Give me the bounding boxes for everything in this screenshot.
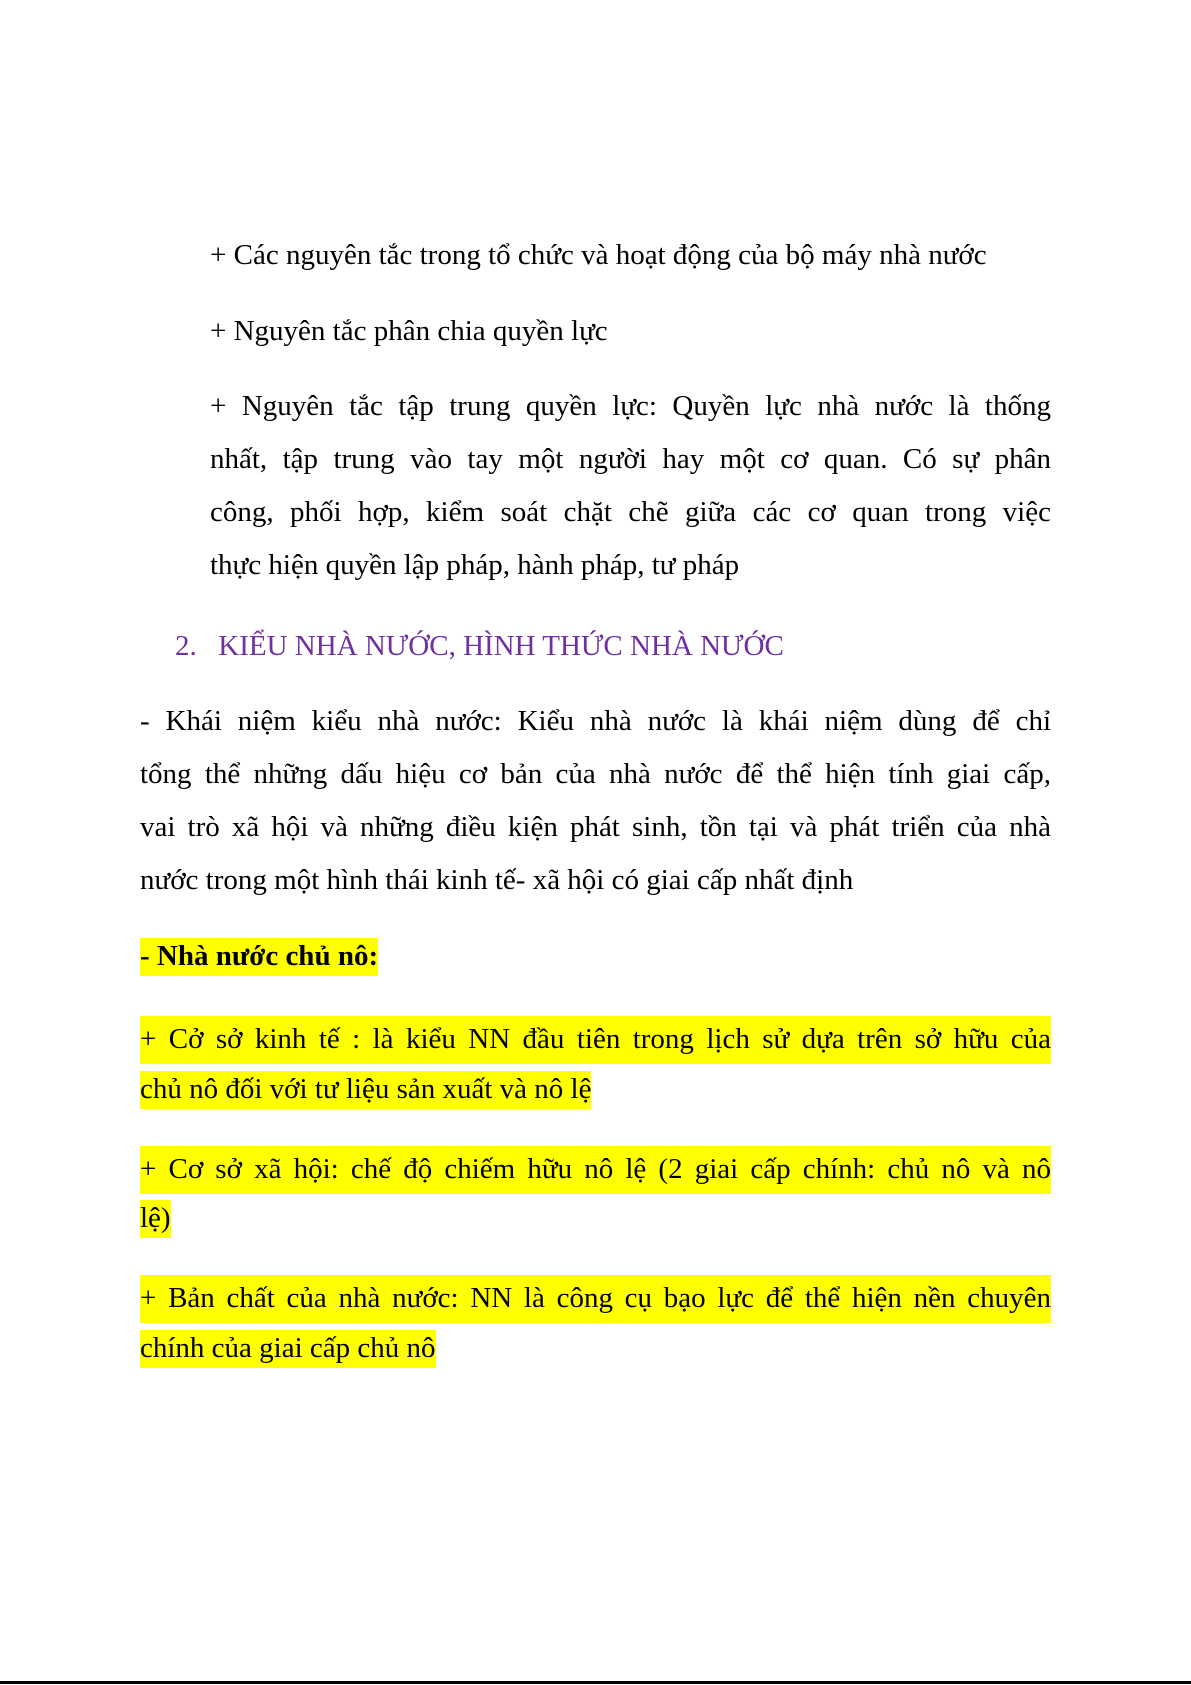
text-line: vai trò xã hội và những điều kiện phát sinh, tồn tại và phát triển của nhà [140,811,1051,843]
subsection-title [140,936,378,976]
highlighted-text: chủ nô đối với tư liệu sản xuất và nô lệ [140,1071,591,1109]
page-bottom-rule [0,1681,1191,1684]
text-line: công, phối hợp, kiểm soát chặt chẽ giữa các cơ quan trong việc [210,496,1051,528]
text-line: + Nguyên tắc phân chia quyền lực [210,315,608,347]
section-heading [175,626,784,666]
text-line: + Nguyên tắc tập trung quyền lực: Quyền lực nhà nước là thống [210,390,1051,422]
highlighted-line-wrap [140,1069,591,1109]
highlighted-line-wrap [140,1198,171,1238]
highlighted-text: - Nhà nước chủ nô: [140,938,378,976]
text-line: nhất, tập trung vào tay một người hay một cơ quan. Có sự phân [210,443,1051,475]
highlighted-line: + Bản chất của nhà nước: NN là công cụ bạo lực để thể hiện nền chuyên [140,1275,1051,1323]
highlighted-line-wrap [140,1328,436,1368]
text-line: - Khái niệm kiểu nhà nước: Kiểu nhà nước là khái niệm dùng để chỉ [140,705,1051,737]
text-line: thực hiện quyền lập pháp, hành pháp, tư pháp [210,549,740,581]
highlighted-line: + Cơ sở xã hội: chế độ chiếm hữu nô lệ (2 giai cấp chính: chủ nô và nô [140,1146,1051,1194]
highlighted-text: chính của giai cấp chủ nô [140,1330,436,1368]
highlighted-text: lệ) [140,1200,171,1238]
heading-number: 2. [175,630,197,662]
text-line: nước trong một hình thái kinh tế- xã hội có giai cấp nhất định [140,864,854,896]
heading-text: KIỂU NHÀ NƯỚC, HÌNH THỨC NHÀ NƯỚC [218,630,784,662]
text-line: tổng thể những dấu hiệu cơ bản của nhà nước để thể hiện tính giai cấp, [140,758,1051,790]
highlighted-line: + Cở sở kinh tế : là kiểu NN đầu tiên trong lịch sử dựa trên sở hữu của [140,1016,1051,1064]
text-line: + Các nguyên tắc trong tổ chức và hoạt động của bộ máy nhà nước [210,239,987,271]
